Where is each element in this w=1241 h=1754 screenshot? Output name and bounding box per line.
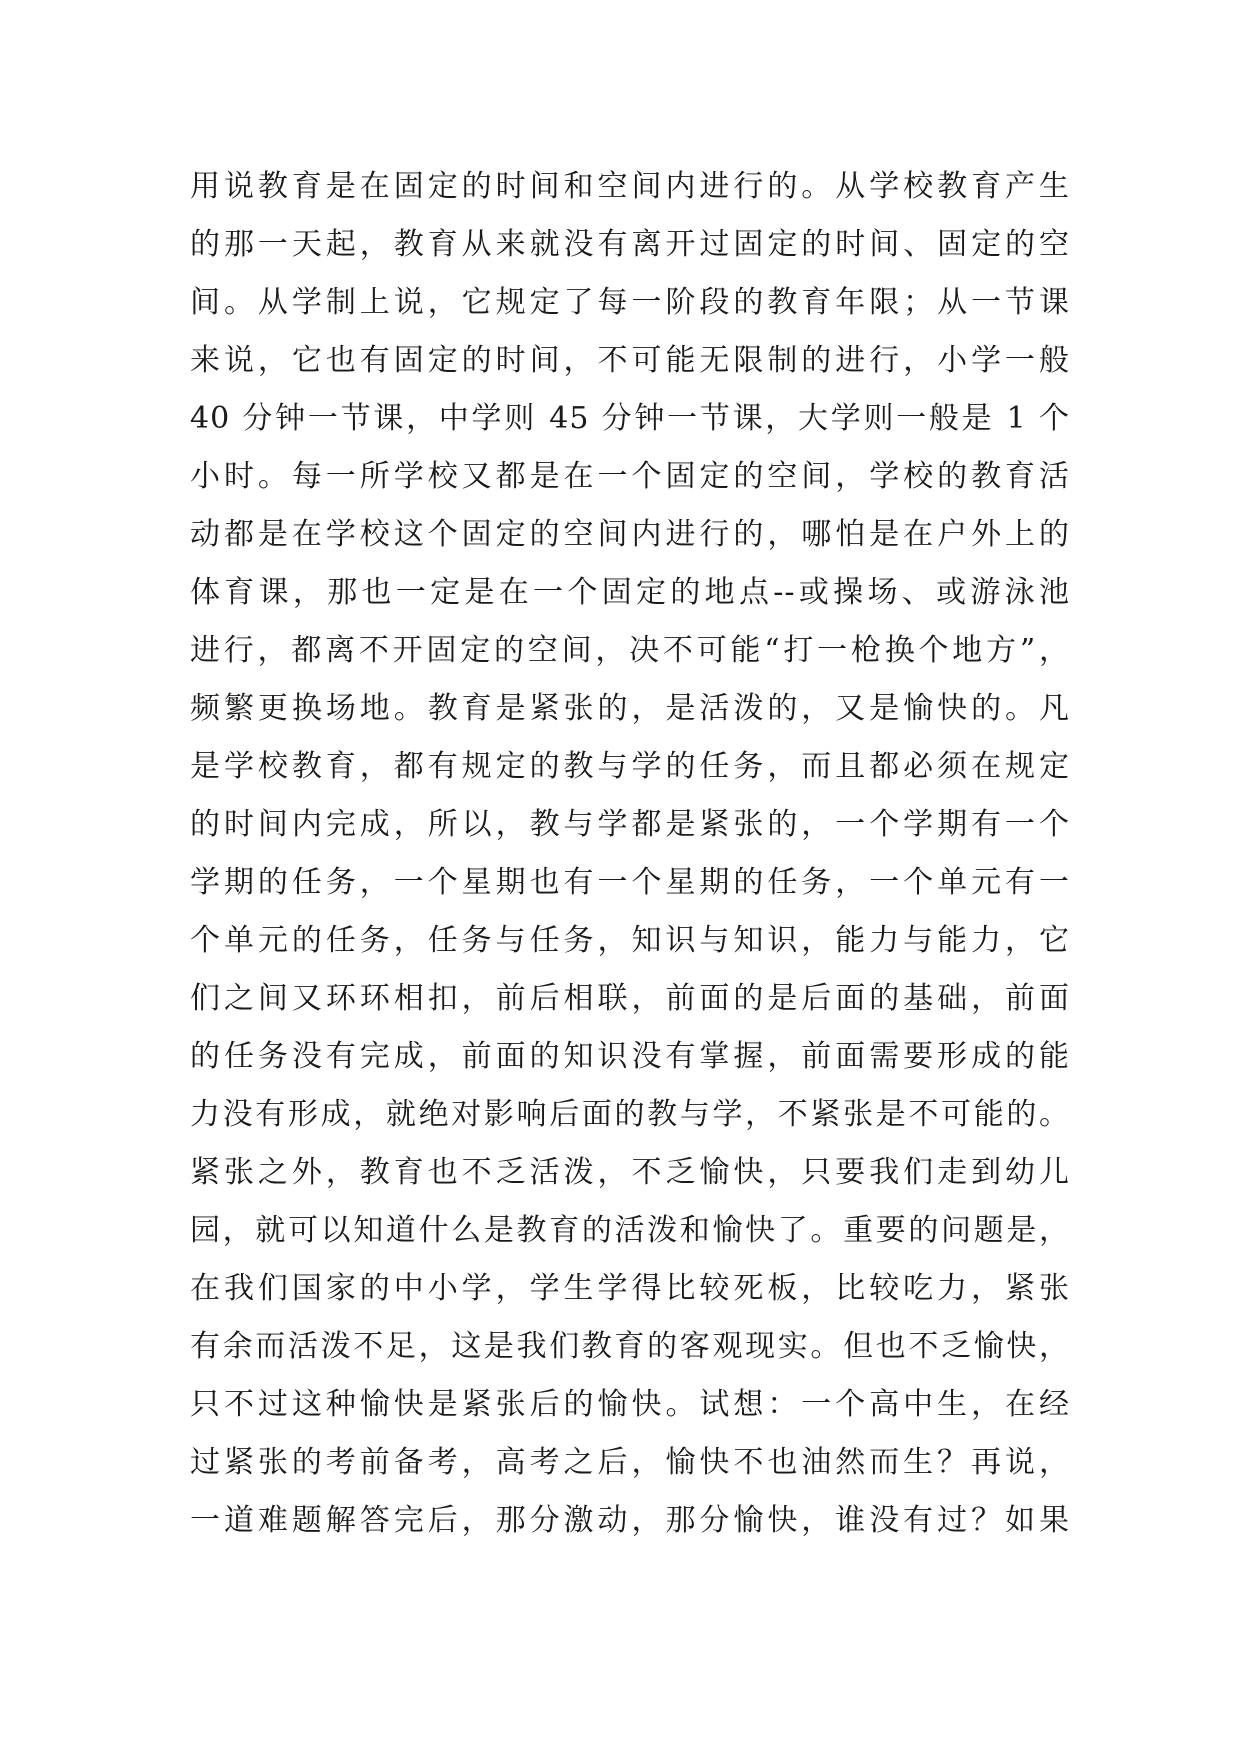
text-line: 来说，它也有固定的时间，不可能无限制的进行，小学一般 (190, 343, 1070, 378)
text-line: 一道难题解答完后，那分激动，那分愉快，谁没有过？如果 (190, 1503, 1070, 1538)
text-line: 们之间又环环相扣，前后相联，前面的是后面的基础，前面 (190, 981, 1070, 1016)
text-line: 的时间内完成，所以，教与学都是紧张的，一个学期有一个 (190, 807, 1070, 842)
text-line: 频繁更换场地。教育是紧张的，是活泼的，又是愉快的。凡 (190, 691, 1070, 726)
text-line: 用说教育是在固定的时间和空间内进行的。从学校教育产生 (190, 169, 1070, 204)
text-line: 40 分钟一节课，中学则 45 分钟一节课，大学则一般是 1 个 (190, 401, 1070, 436)
text-line: 小时。每一所学校又都是在一个固定的空间，学校的教育活 (190, 459, 1070, 494)
text-line: 紧张之外，教育也不乏活泼，不乏愉快，只要我们走到幼儿 (190, 1155, 1070, 1190)
text-line: 进行，都离不开固定的空间，决不可能“打一枪换个地方”， (190, 633, 1070, 668)
text-line: 在我们国家的中小学，学生学得比较死板，比较吃力，紧张 (190, 1271, 1070, 1306)
text-line: 只不过这种愉快是紧张后的愉快。试想：一个高中生，在经 (190, 1387, 1070, 1422)
text-line: 体育课，那也一定是在一个固定的地点--或操场、或游泳池 (190, 575, 1070, 610)
text-line: 力没有形成，就绝对影响后面的教与学，不紧张是不可能的。 (190, 1097, 1070, 1132)
body-text (190, 158, 1070, 1550)
text-line: 过紧张的考前备考，高考之后，愉快不也油然而生？再说， (190, 1445, 1070, 1480)
text-line: 有余而活泼不足，这是我们教育的客观现实。但也不乏愉快， (190, 1329, 1070, 1364)
text-line: 间。从学制上说，它规定了每一阶段的教育年限；从一节课 (190, 285, 1070, 320)
text-line: 学期的任务，一个星期也有一个星期的任务，一个单元有一 (190, 865, 1070, 900)
text-line: 的那一天起，教育从来就没有离开过固定的时间、固定的空 (190, 227, 1070, 262)
text-line: 是学校教育，都有规定的教与学的任务，而且都必须在规定 (190, 749, 1070, 784)
text-line: 园，就可以知道什么是教育的活泼和愉快了。重要的问题是， (190, 1213, 1070, 1248)
text-line: 个单元的任务，任务与任务，知识与知识，能力与能力，它 (190, 923, 1070, 958)
text-line: 的任务没有完成，前面的知识没有掌握，前面需要形成的能 (190, 1039, 1070, 1074)
text-line: 动都是在学校这个固定的空间内进行的，哪怕是在户外上的 (190, 517, 1070, 552)
